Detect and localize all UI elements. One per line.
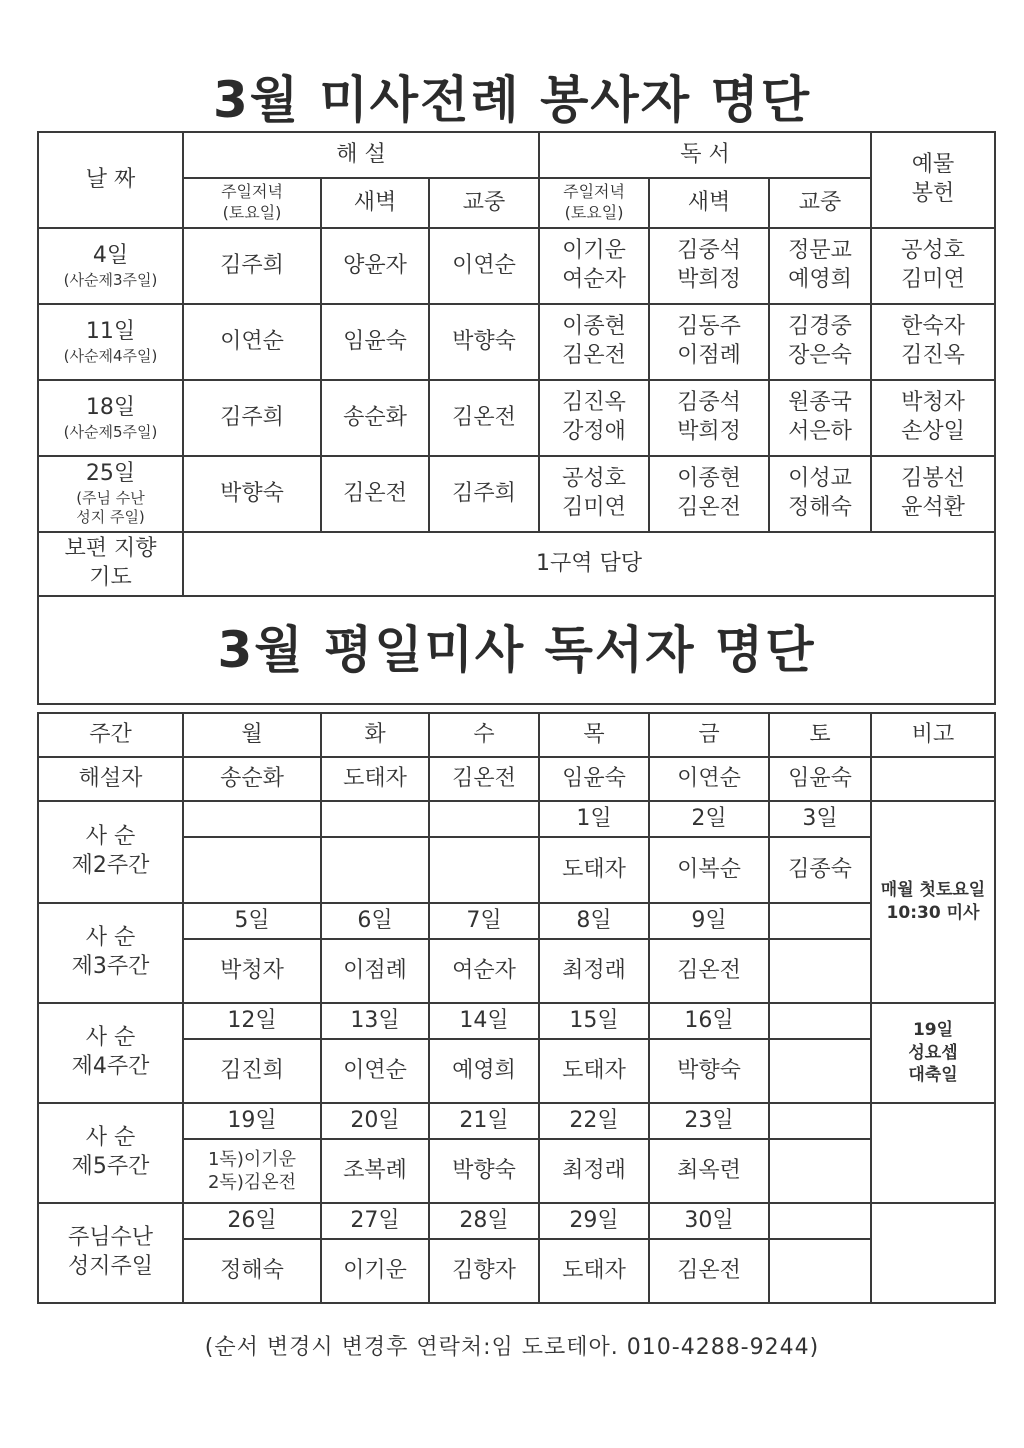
- schedule-row: [38, 228, 995, 304]
- remark-cell: [871, 757, 995, 801]
- date-cell: 15일: [539, 1003, 649, 1039]
- date-cell: 13일: [321, 1003, 429, 1039]
- date-cell: 23일: [649, 1103, 769, 1139]
- date-cell: [769, 1103, 871, 1139]
- date-cell: [429, 801, 539, 837]
- page-title: 3월 미사전례 봉사자 명단: [212, 71, 811, 129]
- reader-cell: 이기운: [321, 1239, 429, 1303]
- date-cell: 18일 (사순제5주일): [38, 380, 183, 456]
- reader-cell: 여순자: [429, 939, 539, 1003]
- reader-cell: [769, 1139, 871, 1203]
- offering-cell: 한숙자 김진옥: [871, 304, 995, 380]
- weekday-header: 토: [769, 713, 871, 757]
- weekday-header: 수: [429, 713, 539, 757]
- prayer-value: 1구역 담당: [183, 532, 995, 596]
- commentator-cell: 김주희: [183, 380, 321, 456]
- commentator-cell: 박향숙: [429, 304, 539, 380]
- date-cell: 6일: [321, 903, 429, 939]
- commentator-cell: 이연순: [429, 228, 539, 304]
- commentator-cell: 김주희: [183, 228, 321, 304]
- reader-cell: 김종숙: [769, 837, 871, 903]
- weekday-header: 목: [539, 713, 649, 757]
- reader-cell: [769, 939, 871, 1003]
- date-cell: [321, 801, 429, 837]
- reader-cell: 이복순: [649, 837, 769, 903]
- reader-cell: 이성교 정해숙: [769, 456, 871, 532]
- date-cell: 12일: [183, 1003, 321, 1039]
- date-cell: 16일: [649, 1003, 769, 1039]
- date-cell: 11일 (사순제4주일): [38, 304, 183, 380]
- date-cell: 4일 (사순제3주일): [38, 228, 183, 304]
- commentator-cell: 김온전: [321, 456, 429, 532]
- commentator-cell: 김온전: [429, 757, 539, 801]
- commentator-cell: 김주희: [429, 456, 539, 532]
- week-label: 사 순 제4주간: [38, 1003, 183, 1103]
- date-cell: 22일: [539, 1103, 649, 1139]
- reader-cell: 김경중 장은숙: [769, 304, 871, 380]
- commentator-cell: 김온전: [429, 380, 539, 456]
- commentator-cell: 이연순: [649, 757, 769, 801]
- contact-footer: (순서 변경시 변경후 연락처:임 도로테아. 010-4288-9244): [204, 1335, 820, 1360]
- reader-cell: 이종현 김온전: [539, 304, 649, 380]
- sub-header-school: 교중: [429, 178, 539, 228]
- reader-cell: 김향자: [429, 1239, 539, 1303]
- date-cell: [769, 903, 871, 939]
- offering-cell: 공성호 김미연: [871, 228, 995, 304]
- weekday-header: 월: [183, 713, 321, 757]
- remark-first-saturday: 매월 첫토요일 10:30 미사: [871, 801, 995, 1003]
- week-header: 주간: [38, 713, 183, 757]
- reader-cell: 최정래: [539, 1139, 649, 1203]
- date-cell: [769, 1003, 871, 1039]
- date-cell: [769, 1203, 871, 1239]
- sub-header-school: 교중: [769, 178, 871, 228]
- date-header: 날 짜: [38, 132, 183, 228]
- commentator-cell: 임윤숙: [769, 757, 871, 801]
- sub-header-dawn: 새벽: [649, 178, 769, 228]
- commentator-cell: 도태자: [321, 757, 429, 801]
- date-cell: 2일: [649, 801, 769, 837]
- weekday-header: 화: [321, 713, 429, 757]
- reader-cell: 김중석 박희정: [649, 380, 769, 456]
- date-cell: 30일: [649, 1203, 769, 1239]
- date-cell: 25일 (주님 수난 성지 주일): [38, 456, 183, 532]
- reader-cell: 김동주 이점례: [649, 304, 769, 380]
- week-label: 사 순 제5주간: [38, 1103, 183, 1203]
- reader-cell: 최정래: [539, 939, 649, 1003]
- reader-cell: [769, 1039, 871, 1103]
- sub-header-saturday: 주일저녁 (토요일): [539, 178, 649, 228]
- section-title: 3월 평일미사 독서자 명단: [38, 596, 995, 704]
- reader-cell: 예영희: [429, 1039, 539, 1103]
- reader-cell: 박향숙: [649, 1039, 769, 1103]
- offering-header: 예물 봉헌: [871, 132, 995, 228]
- reader-cell: 김진희: [183, 1039, 321, 1103]
- date-cell: 26일: [183, 1203, 321, 1239]
- date-cell: 28일: [429, 1203, 539, 1239]
- weekday-header: 금: [649, 713, 769, 757]
- reader-cell: 도태자: [539, 1239, 649, 1303]
- remark-st-joseph: 19일 성요셉 대축일: [871, 1003, 995, 1103]
- commentator-cell: 양윤자: [321, 228, 429, 304]
- reader-cell: 김진옥 강정애: [539, 380, 649, 456]
- reader-cell: 정해숙: [183, 1239, 321, 1303]
- reader-cell: 이연순: [321, 1039, 429, 1103]
- commentator-cell: 임윤숙: [321, 304, 429, 380]
- reader-cell: [183, 837, 321, 903]
- week-label: 사 순 제3주간: [38, 903, 183, 1003]
- date-cell: 21일: [429, 1103, 539, 1139]
- schedule-row: [38, 456, 995, 532]
- week-label: 주님수난 성지주일: [38, 1203, 183, 1303]
- date-cell: 8일: [539, 903, 649, 939]
- date-cell: 29일: [539, 1203, 649, 1239]
- reader-cell: [429, 837, 539, 903]
- date-cell: 1일: [539, 801, 649, 837]
- week-label: 사 순 제2주간: [38, 801, 183, 903]
- sunday-server-table: [37, 131, 996, 705]
- reader-cell: 박청자: [183, 939, 321, 1003]
- commentator-label: 해설자: [38, 757, 183, 801]
- date-cell: 27일: [321, 1203, 429, 1239]
- schedule-row: [38, 304, 995, 380]
- offering-cell: 박청자 손상일: [871, 380, 995, 456]
- reader-cell: 최옥련: [649, 1139, 769, 1203]
- reader-cell: 1독)이기운 2독)김온전: [183, 1139, 321, 1203]
- reader-cell: 조복례: [321, 1139, 429, 1203]
- reader-cell: 원종국 서은하: [769, 380, 871, 456]
- date-cell: 14일: [429, 1003, 539, 1039]
- reader-cell: 도태자: [539, 837, 649, 903]
- weekday-reader-table: [37, 712, 996, 1304]
- reader-cell: 김온전: [649, 1239, 769, 1303]
- reader-cell: [321, 837, 429, 903]
- commentator-cell: 박향숙: [183, 456, 321, 532]
- date-cell: 7일: [429, 903, 539, 939]
- reader-cell: 도태자: [539, 1039, 649, 1103]
- reader-cell: 이종현 김온전: [649, 456, 769, 532]
- sub-header-dawn: 새벽: [321, 178, 429, 228]
- commentator-cell: 임윤숙: [539, 757, 649, 801]
- date-cell: 5일: [183, 903, 321, 939]
- schedule-row: [38, 380, 995, 456]
- sub-header-saturday: 주일저녁 (토요일): [183, 178, 321, 228]
- remark-cell: [871, 1203, 995, 1303]
- reader-cell: 이기운 여순자: [539, 228, 649, 304]
- commentator-cell: 송순화: [321, 380, 429, 456]
- date-cell: [183, 801, 321, 837]
- date-cell: 20일: [321, 1103, 429, 1139]
- reader-cell: 김중석 박희정: [649, 228, 769, 304]
- prayer-label: 보편 지향 기도: [38, 532, 183, 596]
- remark-cell: [871, 1103, 995, 1203]
- reading-header: 독 서: [539, 132, 871, 178]
- reader-cell: 박향숙: [429, 1139, 539, 1203]
- reader-cell: 공성호 김미연: [539, 456, 649, 532]
- offering-cell: 김봉선 윤석환: [871, 456, 995, 532]
- reader-cell: 이점례: [321, 939, 429, 1003]
- date-cell: 3일: [769, 801, 871, 837]
- reader-cell: 김온전: [649, 939, 769, 1003]
- commentary-header: 해 설: [183, 132, 539, 178]
- reader-cell: 정문교 예영희: [769, 228, 871, 304]
- remark-header: 비고: [871, 713, 995, 757]
- date-cell: 19일: [183, 1103, 321, 1139]
- commentator-cell: 이연순: [183, 304, 321, 380]
- reader-cell: [769, 1239, 871, 1303]
- date-cell: 9일: [649, 903, 769, 939]
- commentator-cell: 송순화: [183, 757, 321, 801]
